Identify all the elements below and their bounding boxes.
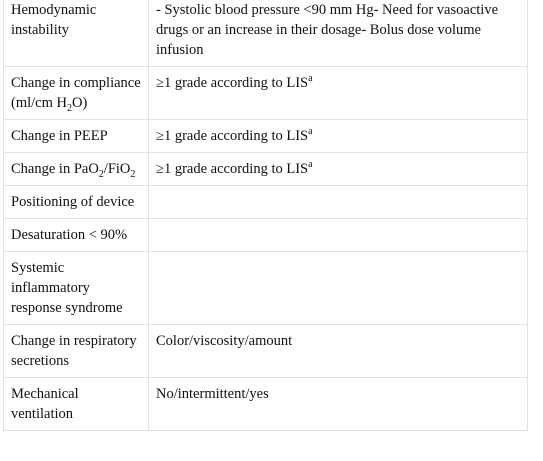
table-row — [4, 219, 528, 252]
row-value: - Systolic blood pressure <90 mm Hg- Need for vasoactive drugs or an increase in their dosage- Bolus dose volume infusion — [149, 0, 528, 67]
row-value: No/intermittent/yes — [149, 378, 528, 431]
row-value — [149, 219, 528, 252]
row-value — [149, 186, 528, 219]
row-value — [149, 252, 528, 325]
row-label: Desaturation < 90% — [4, 219, 149, 252]
row-label: Hemodynamic instability — [4, 0, 149, 67]
table-row — [4, 252, 528, 325]
criteria-table — [3, 0, 528, 431]
row-label: Change in PaO$_2$/FiO$_2$ — [4, 153, 149, 186]
table-row — [4, 0, 528, 67]
table-row — [4, 378, 528, 431]
row-value: ≥1 grade according to LIS$^a$ — [149, 153, 528, 186]
row-label: Change in respiratory secretions — [4, 325, 149, 378]
row-label: Change in PEEP — [4, 120, 149, 153]
table-row — [4, 186, 528, 219]
table-row — [4, 153, 528, 186]
row-value: Color/viscosity/amount — [149, 325, 528, 378]
table-row — [4, 120, 528, 153]
table-row — [4, 325, 528, 378]
row-label: Mechanical ventilation — [4, 378, 149, 431]
row-value: ≥1 grade according to LIS$^a$ — [149, 67, 528, 120]
row-label: Systemic inflammatory response syndrome — [4, 252, 149, 325]
row-value: ≥1 grade according to LIS$^a$ — [149, 120, 528, 153]
row-label: Change in compliance (ml/cm $H_2O$) — [4, 67, 149, 120]
table-row — [4, 67, 528, 120]
row-label: Positioning of device — [4, 186, 149, 219]
